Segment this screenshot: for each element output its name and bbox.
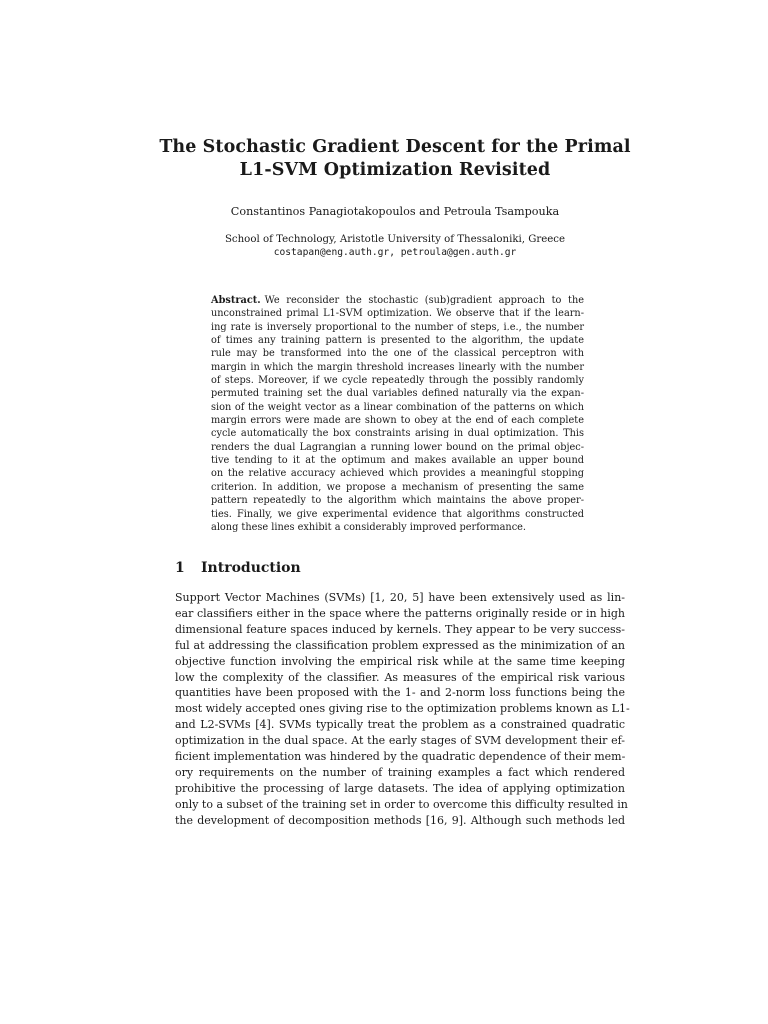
body-line: ful at addressing the classification problem expressed as the minimization of an: [175, 638, 625, 652]
body-line: the development of decomposition methods [16, 9]. Although such methods led: [175, 813, 625, 827]
body-line: most widely accepted ones giving rise to the optimization problems known as L1-: [175, 702, 630, 716]
body-line: prohibitive the processing of large datasets. The idea of applying optimization: [175, 781, 625, 795]
section-number: 1: [175, 560, 185, 576]
body-line: ficient implementation was hindered by the quadratic dependence of their mem-: [175, 750, 626, 764]
abstract-line: of steps. Moreover, if we cycle repeatedly through the possibly randomly: [211, 375, 584, 387]
abstract-line: sion of the weight vector as a linear combination of the patterns on which: [211, 401, 584, 413]
abstract-line: unconstrained primal L1-SVM optimization. We observe that if the learn-: [211, 308, 584, 320]
body-line: quantities have been proposed with the 1- and 2-norm loss functions being the: [175, 686, 625, 700]
section-title: Introduction: [201, 560, 301, 576]
abstract-label: Abstract.: [211, 295, 261, 306]
section-heading: [175, 559, 625, 577]
paper-title-line-2: L1-SVM Optimization Revisited: [239, 160, 551, 180]
abstract-line: ties. Finally, we give experimental evidence that algorithms constructed: [211, 508, 584, 520]
abstract-line: [211, 294, 584, 307]
paper-title-line-1: The Stochastic Gradient Descent for the Primal: [159, 137, 631, 157]
body-line: Support Vector Machines (SVMs) [1, 20, 5] have been extensively used as lin-: [175, 591, 625, 604]
body-line: and L2-SVMs [4]. SVMs typically treat the problem as a constrained quadratic: [175, 718, 625, 732]
abstract-line: on the relative accuracy achieved which provides a meaningful stopping: [211, 468, 584, 480]
abstract-line: tive tending to it at the optimum and makes available an upper bound: [211, 455, 584, 467]
abstract-line: cycle automatically the box constraints arising in dual optimization. This: [211, 428, 584, 440]
abstract-line: criterion. In addition, we propose a mechanism of presenting the same: [211, 481, 584, 493]
body-line: optimization in the dual space. At the early stages of SVM development their ef-: [175, 734, 625, 748]
abstract: [211, 294, 584, 534]
abstract-line: pattern repeatedly to the algorithm which maintains the above proper-: [211, 495, 584, 507]
body-line: low the complexity of the classifier. As measures of the empirical risk various: [175, 670, 625, 684]
body-line: objective function involving the empirical risk while at the same time keeping: [175, 654, 625, 668]
abstract-line: ing rate is inversely proportional to the number of steps, i.e., the number: [211, 321, 584, 333]
authors: Constantinos Panagiotakopoulos and Petroula Tsampouka: [230, 205, 560, 218]
body-line: ory requirements on the number of training examples a fact which rendered: [175, 765, 625, 779]
introduction-body: [175, 590, 630, 829]
body-line: ear classifiers either in the space where the patterns originally reside or in high: [175, 606, 625, 620]
abstract-text: We reconsider the stochastic (sub)gradient approach to the: [264, 295, 584, 306]
abstract-line: rule may be transformed into the one of the classical perceptron with: [211, 348, 584, 360]
abstract-line: margin errors were made are shown to obey at the end of each complete: [211, 415, 584, 427]
body-line: only to a subset of the training set in order to overcome this difficulty resulted in: [175, 797, 628, 811]
abstract-line: margin in which the margin threshold increases linearly with the number: [211, 361, 584, 373]
abstract-line: permuted training set the dual variables defined naturally via the expan-: [211, 388, 584, 400]
abstract-line: renders the dual Lagrangian a running lower bound on the primal objec-: [211, 441, 584, 453]
author-emails: costapan@eng.auth.gr, petroula@gen.auth.gr: [273, 247, 517, 258]
abstract-line: of times any training pattern is presented to the algorithm, the update: [211, 335, 584, 347]
abstract-line: along these lines exhibit a considerably improved performance.: [211, 521, 527, 533]
body-line: dimensional feature spaces induced by kernels. They appear to be very success-: [175, 622, 625, 636]
affiliation: School of Technology, Aristotle University of Thessaloniki, Greece: [224, 234, 566, 245]
paper-title: [140, 136, 650, 182]
